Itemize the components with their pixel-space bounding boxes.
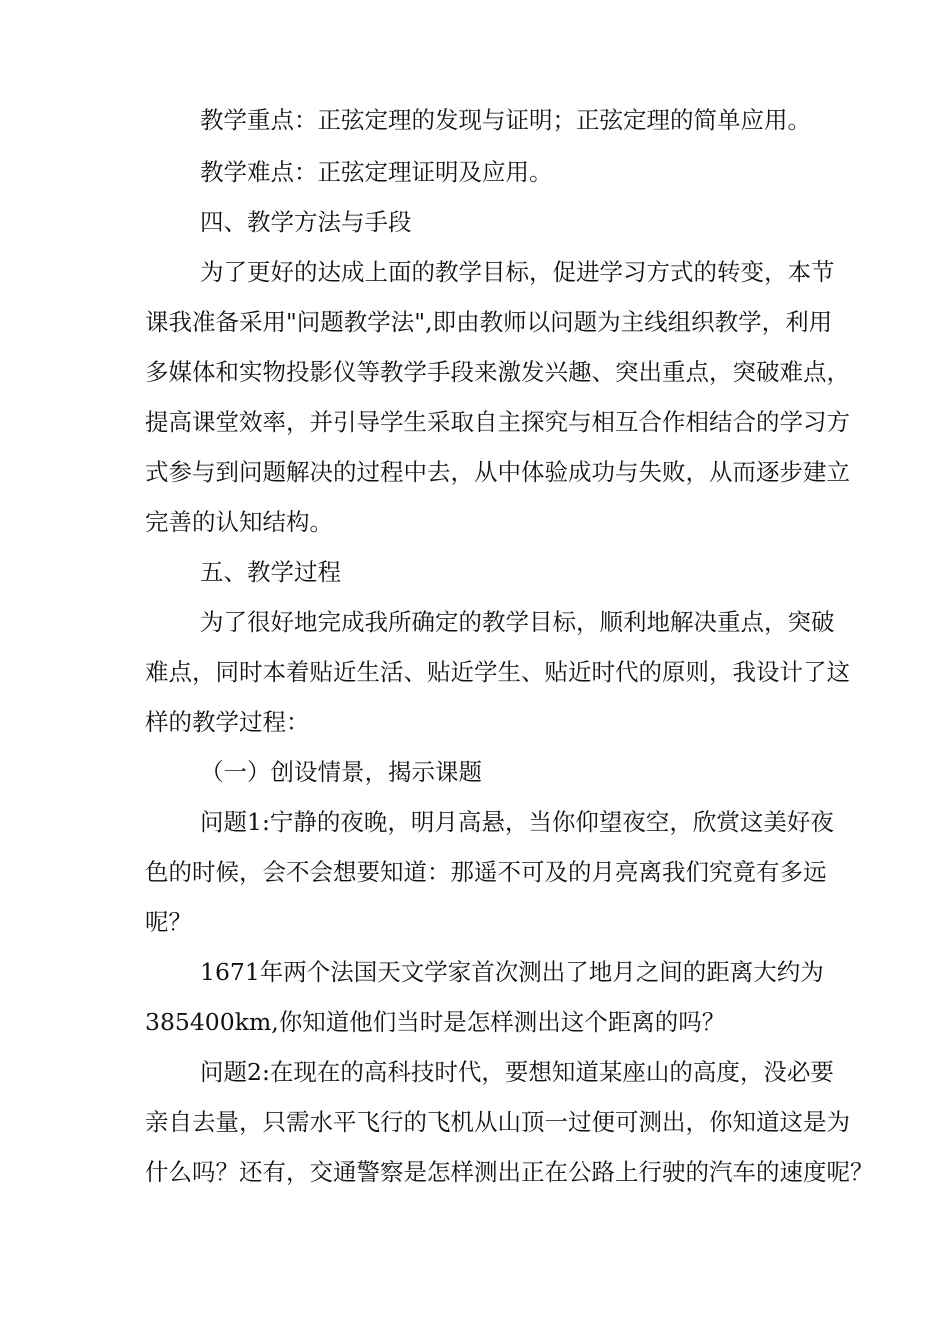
line-text: 课我准备采用"问题教学法",即由教师以问题为主线组织教学，利用 — [145, 308, 833, 336]
line-text: 教学重点：正弦定理的发现与证明；正弦定理的简单应用。 — [200, 106, 811, 134]
line-text: 385400km,你知道他们当时是怎样测出这个距离的吗？ — [145, 1008, 726, 1036]
line-text: 完善的认知结构。 — [145, 508, 333, 536]
text-line — [0, 305, 950, 339]
line-text: （一）创设情景，揭示课题 — [200, 758, 482, 786]
text-line — [0, 405, 950, 439]
line-text: 难点，同时本着贴近生活、贴近学生、贴近时代的原则，我设计了这 — [145, 658, 850, 686]
text-line — [0, 505, 950, 539]
text-line — [0, 805, 950, 839]
line-text: 为了很好地完成我所确定的教学目标，顺利地解决重点，突破 — [200, 608, 835, 636]
line-text: 五、教学过程 — [200, 558, 341, 586]
line-text: 样的教学过程： — [145, 708, 310, 736]
line-text: 式参与到问题解决的过程中去，从中体验成功与失败，从而逐步建立 — [145, 458, 850, 486]
line-text: 色的时候，会不会想要知道：那遥不可及的月亮离我们究竟有多远 — [145, 858, 827, 886]
line-text: 问题1:宁静的夜晚，明月高悬，当你仰望夜空，欣赏这美好夜 — [200, 808, 834, 836]
line-text: 1671年两个法国天文学家首次测出了地月之间的距离大约为 — [200, 958, 824, 986]
text-line — [0, 705, 950, 739]
line-text: 问题2:在现在的高科技时代，要想知道某座山的高度，没必要 — [200, 1058, 834, 1086]
text-line — [0, 655, 950, 689]
text-line — [0, 355, 950, 389]
line-text: 为了更好的达成上面的教学目标，促进学习方式的转变，本节 — [200, 258, 835, 286]
section-heading — [0, 555, 950, 589]
subsection-heading — [0, 755, 950, 789]
text-line — [0, 255, 950, 289]
line-text: 提高课堂效率，并引导学生采取自主探究与相互合作相结合的学习方 — [145, 408, 850, 436]
text-line — [0, 855, 950, 889]
text-line — [0, 1105, 950, 1139]
text-line — [0, 1055, 950, 1089]
text-line — [0, 103, 950, 137]
text-line — [0, 1005, 950, 1039]
line-text: 亲自去量，只需水平飞行的飞机从山顶一过便可测出，你知道这是为 — [145, 1108, 850, 1136]
line-text: 四、教学方法与手段 — [200, 208, 412, 236]
line-text: 多媒体和实物投影仪等教学手段来激发兴趣、突出重点，突破难点， — [145, 358, 850, 386]
section-heading — [0, 205, 950, 239]
text-line — [0, 155, 950, 189]
line-text: 什么吗？还有，交通警察是怎样测出正在公路上行驶的汽车的速度呢？ — [145, 1158, 874, 1186]
line-text: 教学难点：正弦定理证明及应用。 — [200, 158, 553, 186]
line-text: 呢？ — [145, 908, 192, 936]
text-line — [0, 905, 950, 939]
text-line — [0, 605, 950, 639]
text-line — [0, 455, 950, 489]
text-line — [0, 1155, 950, 1189]
text-line — [0, 955, 950, 989]
